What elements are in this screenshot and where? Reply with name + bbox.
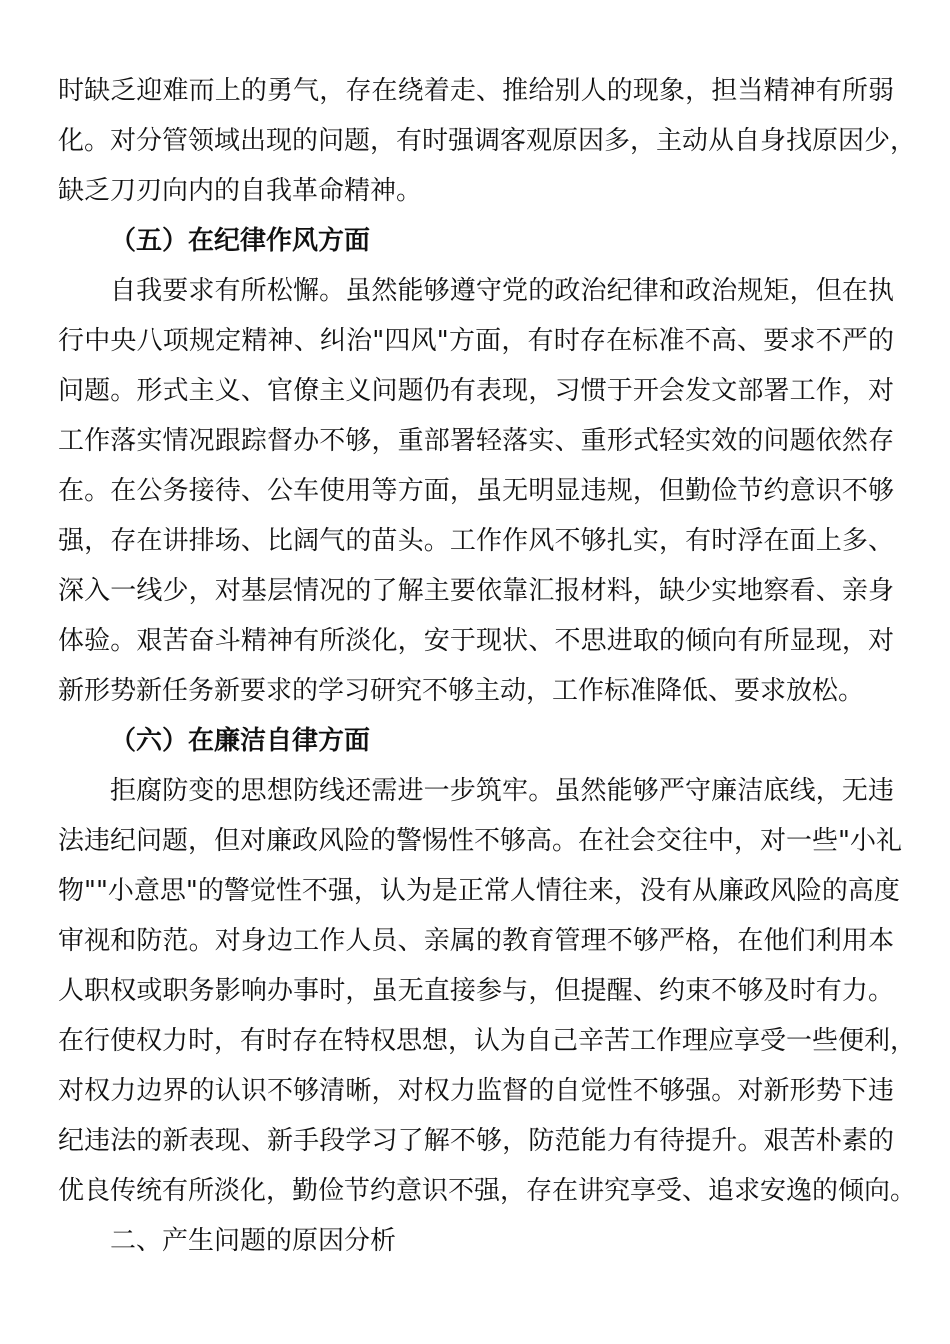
text-line: 审视和防范。对身边工作人员、亲属的教育管理不够严格，在他们利用本 — [58, 926, 894, 956]
text-line: 优良传统有所淡化，勤俭节约意识不强，存在讲究享受、追求安逸的倾向。 — [58, 1176, 917, 1206]
text-line: 对权力边界的认识不够清晰，对权力监督的自觉性不够强。对新形势下违 — [58, 1076, 894, 1106]
text-line: 体验。艰苦奋斗精神有所淡化，安于现状、不思进取的倾向有所显现，对 — [58, 626, 894, 656]
text-line: 物""小意思"的警觉性不强，认为是正常人情往来，没有从廉政风险的高度 — [58, 876, 900, 906]
paragraph-integrity — [58, 766, 917, 1216]
text-line: 纪违法的新表现、新手段学习了解不够，防范能力有待提升。艰苦朴素的 — [58, 1126, 894, 1156]
text-line: 在行使权力时，有时存在特权思想，认为自己辛苦工作理应享受一些便利， — [58, 1026, 917, 1056]
text-line: 法违纪问题，但对廉政风险的警惕性不够高。在社会交往中，对一些"小礼 — [58, 826, 902, 856]
paragraph-discipline — [58, 266, 894, 716]
text-line: 自我要求有所松懈。虽然能够遵守党的政治纪律和政治规矩，但在执 — [110, 276, 894, 306]
text-line: 新形势新任务新要求的学习研究不够主动，工作标准降低、要求放松。 — [58, 676, 865, 706]
text-line: 强，存在讲排场、比阔气的苗头。工作作风不够扎实，有时浮在面上多、 — [58, 526, 894, 556]
paragraph-intro — [58, 66, 917, 216]
text-line: 行中央八项规定精神、纠治"四风"方面，有时存在标准不高、要求不严的 — [58, 326, 894, 356]
text-line: 化。对分管领域出现的问题，有时强调客观原因多，主动从自身找原因少， — [58, 126, 917, 156]
text-line: 缺乏刀刃向内的自我革命精神。 — [58, 176, 423, 206]
text-line: 拒腐防变的思想防线还需进一步筑牢。虽然能够严守廉洁底线，无违 — [110, 776, 894, 806]
text-line: 人职权或职务影响办事时，虽无直接参与，但提醒、约束不够及时有力。 — [58, 976, 894, 1006]
text-line: 问题。形式主义、官僚主义问题仍有表现，习惯于开会发文部署工作，对 — [58, 376, 894, 406]
document-page — [58, 66, 917, 1266]
section-heading-discipline: （五）在纪律作风方面 — [110, 226, 371, 256]
text-line: 深入一线少，对基层情况的了解主要依靠汇报材料，缺少实地察看、亲身 — [58, 576, 894, 606]
text-line: 时缺乏迎难而上的勇气，存在绕着走、推给别人的现象，担当精神有所弱 — [58, 76, 894, 106]
section-title-cause-analysis: 二、产生问题的原因分析 — [110, 1226, 397, 1256]
text-line: 在。在公务接待、公车使用等方面，虽无明显违规，但勤俭节约意识不够 — [58, 476, 894, 506]
section-heading-integrity: （六）在廉洁自律方面 — [110, 726, 371, 756]
text-line: 工作落实情况跟踪督办不够，重部署轻落实、重形式轻实效的问题依然存 — [58, 426, 894, 456]
